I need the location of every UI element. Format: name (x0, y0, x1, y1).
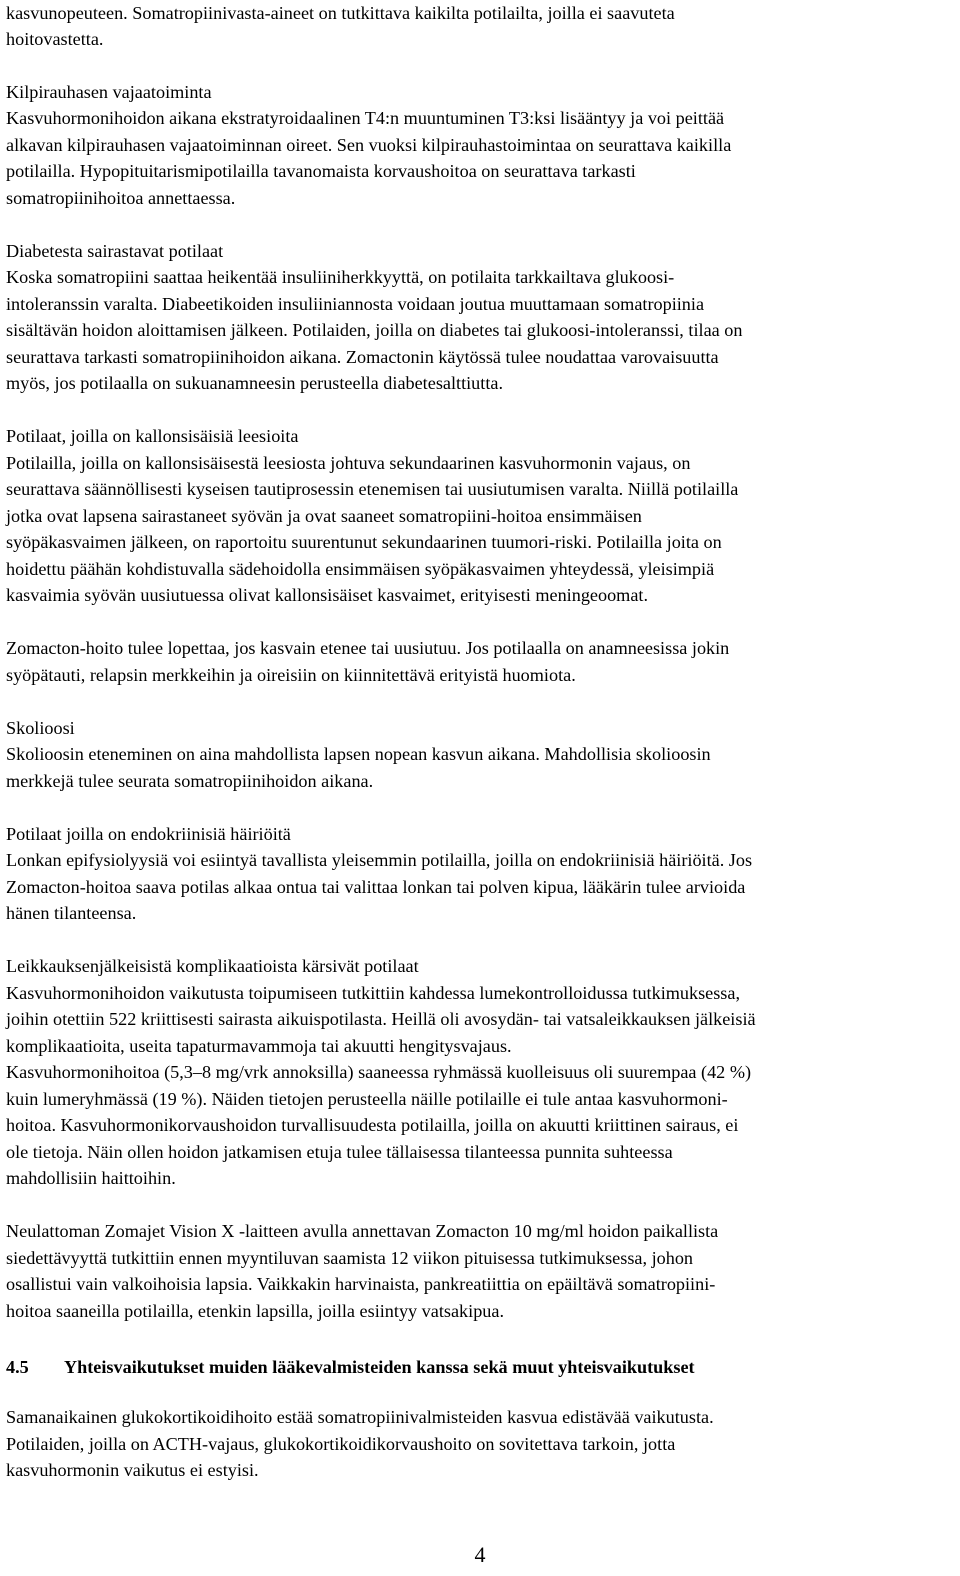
text-line: intoleranssin varalta. Diabeetikoiden insuliiniannosta voidaan joutua muuttamaan somatropiinia (6, 294, 705, 314)
text-line: myös, jos potilaalla on sukuanamneesin perusteella diabetesalttiutta. (6, 373, 503, 393)
text-line: Kasvuhormonihoidon vaikutusta toipumiseen tutkittiin kahdessa lumekontrolloidussa tutkimuksessa, (6, 983, 741, 1003)
text-line: potilailla. Hypopituitarismipotilailla tavanomaista korvaushoitoa on seurattava tarkasti (6, 161, 636, 181)
text-line: joihin otettiin 522 kriittisesti sairasta aikuispotilasta. Heillä oli avosydän- tai vatsaleikkauksen jälkeisiä (6, 1009, 756, 1029)
text-line: Neulattoman Zomajet Vision X -laitteen avulla annettavan Zomacton 10 mg/ml hoidon paikallista (6, 1221, 719, 1241)
text-line: syöpätauti, relapsin merkkeihin ja oireisiin on kiinnitettävä erityistä huomiota. (6, 665, 576, 685)
subheading: Potilaat, joilla on kallonsisäisiä leesioita (6, 426, 299, 446)
text-line: Kasvuhormonihoidon aikana ekstratyroidaalinen T4:n muuntuminen T3:ksi lisääntyy ja voi peittää (6, 108, 725, 128)
text-line: Potilaiden, joilla on ACTH-vajaus, glukokortikoidikorvaushoito on sovitettava tarkoin, jotta (6, 1434, 676, 1454)
text-line: mahdollisiin haittoihin. (6, 1168, 176, 1188)
text-line: merkkejä tulee seurata somatropiinihoidon aikana. (6, 771, 374, 791)
text-line: Skolioosin eteneminen on aina mahdollista lapsen nopean kasvun aikana. Mahdollisia skolioosin (6, 744, 711, 764)
text-line: sisältävän hoidon aloittamisen jälkeen. Potilaiden, joilla on diabetes tai glukoosi-intoleranssi, tilaa on (6, 320, 743, 340)
text-line: kasvunopeuteen. Somatropiinivasta-aineet on tutkittava kaikilta potilailta, joilla ei saavuteta (6, 3, 675, 23)
text-line: kuin lumeryhmässä (19 %). Näiden tietojen perusteella näille potilaille ei tule antaa kasvuhormoni- (6, 1089, 728, 1109)
subheading: Potilaat joilla on endokriinisiä häiriöitä (6, 824, 291, 844)
text-line: Kasvuhormonihoitoa (5,3–8 mg/vrk annoksilla) saaneessa ryhmässä kuolleisuus oli suurempaa (42 %) (6, 1062, 752, 1082)
text-line: Koska somatropiini saattaa heikentää insuliiniherkkyyttä, on potilaita tarkkailtava glukoosi- (6, 267, 675, 287)
subheading: Leikkauksenjälkeisistä komplikaatioista kärsivät potilaat (6, 956, 419, 976)
section-heading (6, 1354, 695, 1380)
text-line: Zomacton-hoito tulee lopettaa, jos kasvain etenee tai uusiutuu. Jos potilaalla on anamneesissa jokin (6, 638, 730, 658)
text-line: osallistui vain valkoihoisia lapsia. Vaikkakin harvinaista, pankreatiittia on epäiltävä somatropiini- (6, 1274, 716, 1294)
text-line: Potilailla, joilla on kallonsisäisestä leesiosta johtuva sekundaarinen kasvuhormonin vajaus, on (6, 453, 691, 473)
text-line: hoitovastetta. (6, 29, 104, 49)
text-line: ole tietoja. Näin ollen hoidon jatkamisen etuja tulee tällaisessa tilanteessa punnita suhteessa (6, 1142, 673, 1162)
text-line: Samanaikainen glukokortikoidihoito estää somatropiinivalmisteiden kasvua edistävää vaikutusta. (6, 1407, 714, 1427)
section-number: 4.5 (6, 1357, 29, 1377)
subheading: Diabetesta sairastavat potilaat (6, 241, 224, 261)
text-line: siedettävyyttä tutkittiin ennen myyntiluvan saamista 12 viikon pituisessa tutkimuksessa, johon (6, 1248, 694, 1268)
text-line: seurattava tarkasti somatropiinihoidon aikana. Zomactonin käytössä tulee noudattaa varovaisuutta (6, 347, 719, 367)
subheading: Skolioosi (6, 718, 75, 738)
text-line: komplikaatioita, useita tapaturmavammoja tai akuutti hengitysvajaus. (6, 1036, 512, 1056)
page-number: 4 (474, 1542, 486, 1567)
text-line: Zomacton-hoitoa saava potilas alkaa ontua tai valittaa lonkan tai polven kipua, lääkärin tulee arvioida (6, 877, 746, 897)
text-line: hoidettu päähän kohdistuvalla sädehoidolla ensimmäisen syöpäkasvaimen yhteydessä, yleisimpiä (6, 559, 715, 579)
text-line: seurattava säännöllisesti kyseisen tautiprosessin etenemisen tai uusiutumisen varalta. Niillä potilailla (6, 479, 739, 499)
section-title: Yhteisvaikutukset muiden lääkevalmisteiden kanssa sekä muut yhteisvaikutukset (64, 1357, 695, 1377)
text-line: Lonkan epifysiolyysiä voi esiintyä tavallista yleisemmin potilailla, joilla on endokriinisiä häiriöitä. Jos (6, 850, 753, 870)
text-line: kasvuhormonin vaikutus ei estyisi. (6, 1460, 259, 1480)
text-line: alkavan kilpirauhasen vajaatoiminnan oireet. Sen vuoksi kilpirauhastoimintaa on seurattava kaikilla (6, 135, 732, 155)
text-line: kasvaimia syövän uusiutuessa olivat kallonsisäiset kasvaimet, erityisesti meningeoomat. (6, 585, 648, 605)
text-line: somatropiinihoitoa annettaessa. (6, 188, 236, 208)
text-line: syöpäkasvaimen jälkeen, on raportoitu suurentunut sekundaarinen tuumori-riski. Potilailla joita on (6, 532, 722, 552)
text-line: hoitoa. Kasvuhormonikorvaushoidon turvallisuudesta potilailla, joilla on akuutti kriittinen sairaus, ei (6, 1115, 739, 1135)
text-line: hoitoa saaneilla potilailla, etenkin lapsilla, joilla esiintyy vatsakipua. (6, 1301, 505, 1321)
text-line: hänen tilanteensa. (6, 903, 137, 923)
subheading: Kilpirauhasen vajaatoiminta (6, 82, 212, 102)
text-line: jotka ovat lapsena sairastaneet syövän ja ovat saaneet somatropiini-hoitoa ensimmäisen (6, 506, 642, 526)
